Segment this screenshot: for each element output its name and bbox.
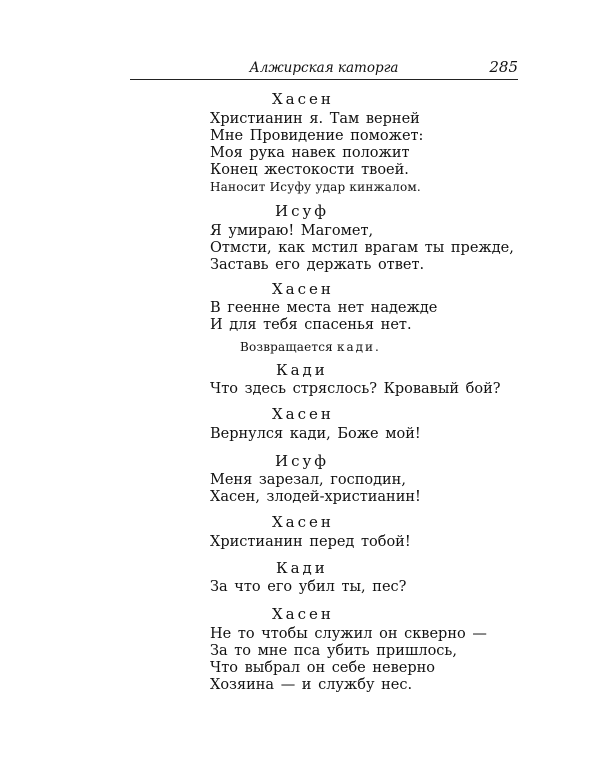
verse-line: Мне Провидение поможет: [210, 128, 424, 144]
stage-direction [240, 340, 381, 354]
speaker-name: Исуф [275, 202, 330, 220]
verse [210, 626, 487, 694]
verse [210, 223, 514, 274]
verse-line: Христианин перед тобой! [210, 534, 411, 550]
speaker-name: Хасен [272, 90, 334, 108]
verse [210, 426, 421, 443]
verse-line: Я умираю! Магомет, [210, 223, 374, 239]
verse-line: Конец жестокости твоей. [210, 162, 409, 178]
verse-line: За что его убил ты, пес? [210, 579, 407, 595]
verse-line: В геенне места нет надежде [210, 300, 438, 316]
speaker-name: Кади [276, 361, 328, 379]
verse-line: Вернулся кади, Боже мой! [210, 426, 421, 442]
running-title: Алжирская каторга [249, 60, 399, 76]
verse-line: Моя рука навек положит [210, 145, 410, 161]
verse [210, 534, 411, 551]
stage-direction-name: кади. [336, 340, 381, 354]
verse-line: За то мне пса убить пришлось, [210, 643, 457, 659]
speaker-name: Исуф [275, 452, 330, 470]
verse-line: Хозяина — и службу нес. [210, 677, 413, 693]
stage-direction-text: Возвращается [240, 340, 333, 354]
verse-line: Что здесь стряслось? Кровавый бой? [210, 381, 501, 397]
speaker-name: Хасен [272, 605, 334, 623]
verse-line: Отмсти, как мстил врагам ты прежде, [210, 240, 514, 256]
verse-line: Христианин я. Там верней [210, 111, 420, 127]
verse-line: Меня зарезал, господин, [210, 472, 406, 488]
verse [210, 472, 421, 506]
verse [210, 579, 406, 596]
verse-line: И для тебя спасенья нет. [210, 317, 412, 333]
verse-line: Не то чтобы служил он скверно — [210, 626, 487, 642]
running-header [130, 58, 518, 80]
verse [210, 300, 437, 334]
speaker-name: Хасен [272, 280, 334, 298]
verse-line: Заставь его держать ответ. [210, 257, 425, 273]
verse [210, 111, 423, 179]
verse [210, 381, 501, 398]
speaker-name: Хасен [272, 513, 334, 531]
verse-line: Хасен, злодей-христианин! [210, 489, 421, 505]
stage-direction: Наносит Исуфу удар кинжалом. [210, 180, 421, 194]
page-number: 285 [489, 58, 518, 76]
speaker-name: Кади [276, 559, 328, 577]
verse-line: Что выбрал он себе неверно [210, 660, 436, 676]
speaker-name: Хасен [272, 405, 334, 423]
